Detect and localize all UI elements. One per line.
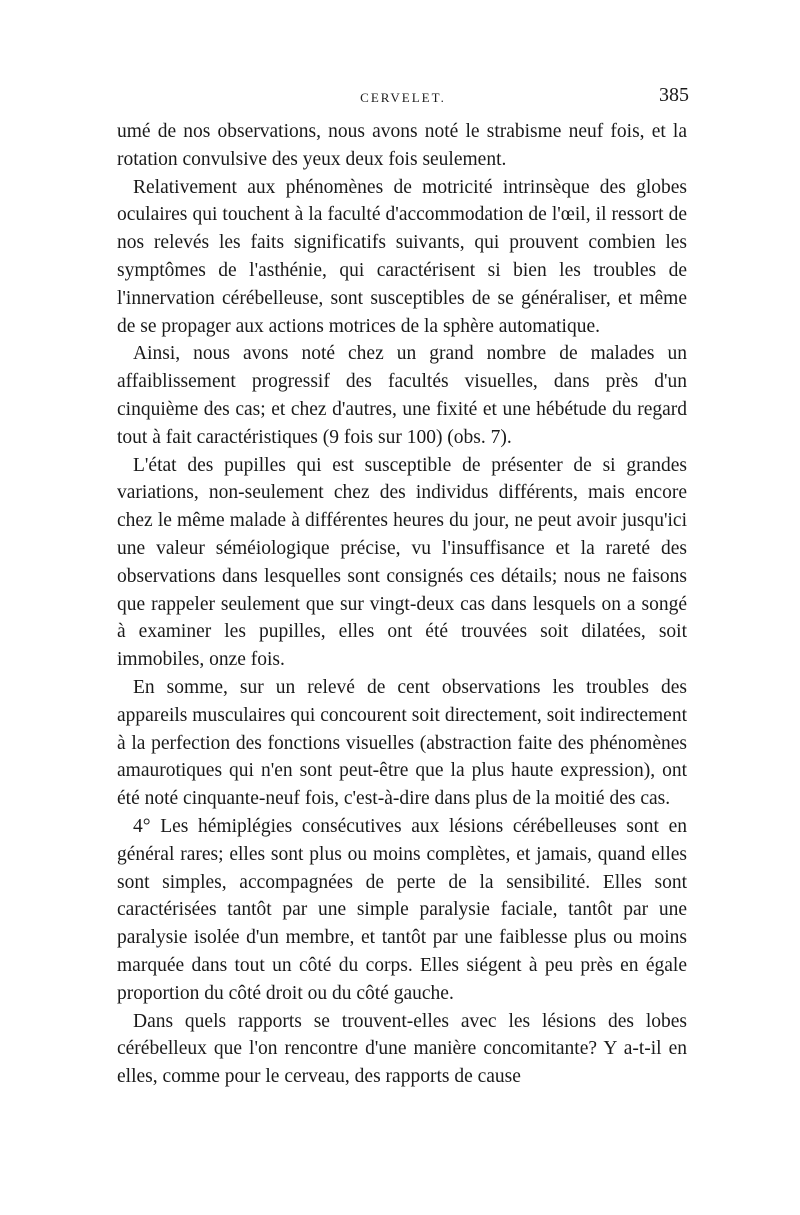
paragraph-1: umé de nos observations, nous avons noté le strabisme neuf fois, et la rotation convulsive des yeux deux fois seulement. — [117, 121, 687, 170]
paragraph-7: Dans quels rapports se trouvent-elles avec les lésions des lobes cérébelleux que l'on rencontre d'une manière concomitante? Y a-t-il en elles, comme pour le cerveau, des rapports de cause — [117, 1010, 687, 1088]
paragraph-4: L'état des pupilles qui est susceptible de présenter de si grandes variations, non-seulement chez des individus différents, mais encore chez le même malade à différentes heures du jour, ne peut avoir jusqu'ici une valeur séméiologique précise, vu l'insuffisance et la rareté des observations dans lesquelles sont consignés ces détails; nous ne faisons que rappeler seulement que sur vingt-deux cas dans lesquels on a songé à examiner les pupilles, elles ont été trouvées soit dilatées, soit immobiles, onze fois. — [117, 454, 687, 671]
paragraph-6: 4° Les hémiplégies consécutives aux lésions cérébelleuses sont en général rares; elles sont plus ou moins complètes, et jamais, quand elles sont simples, accompagnées de perte de la sensibilité. Elles sont caractérisées tantôt par une simple paralysie faciale, tantôt par une paralysie isolée d'un membre, et tantôt par une faiblesse plus ou moins marquée dans tout un côté du corps. Elles siégent à peu près en égale proportion du côté droit ou du côté gauche. — [117, 815, 687, 1004]
page-header — [117, 84, 689, 114]
paragraph-2: Relativement aux phénomènes de motricité intrinsèque des globes oculaires qui touchent à la faculté d'accommodation de l'œil, il ressort de nos relevés les faits significatifs suivants, qui prouvent combien les symptômes de l'asthénie, qui caractérisent si bien les troubles de l'innervation cérébelleuse, sont susceptibles de se généraliser, et même de se propager aux actions motrices de la sphère automatique. — [117, 176, 687, 337]
running-title: CERVELET. — [360, 90, 446, 105]
page-number: 385 — [659, 84, 689, 106]
paragraph-5: En somme, sur un relevé de cent observations les troubles des appareils musculaires qui concourent soit directement, soit indirectement à la perfection des fonctions visuelles (abstraction faite des phénomènes amaurotiques qui n'en sont peut-être que la plus haute expression), ont été noté cinquante-neuf fois, c'est-à-dire dans plus de la moitié des cas. — [117, 676, 687, 810]
paragraph-3: Ainsi, nous avons noté chez un grand nombre de malades un affaiblissement progressif des facultés visuelles, dans près d'un cinquième des cas; et chez d'autres, une fixité et une hébétude du regard tout à fait caractéristiques (9 fois sur 100) (obs. 7). — [117, 343, 687, 448]
body-text — [117, 118, 687, 1091]
